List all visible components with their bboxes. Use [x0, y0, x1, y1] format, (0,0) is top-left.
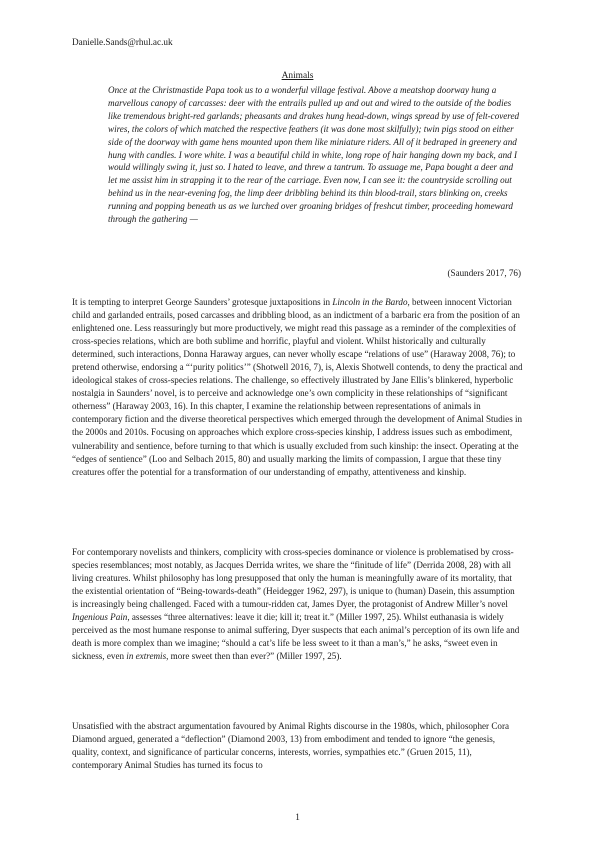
paragraph-2 — [72, 546, 523, 663]
paragraph-2-text-e: , more sweet then than ever?” (Miller 1997, 25). — [166, 651, 342, 662]
paragraph-2-text-a: For contemporary novelists and thinkers, complicity with cross-species dominance or violence is problematised by cross-species resemblances; most notably, as Jacques Derrida writes, we share the “finitude of life” (Derrida 2008, 28) with all living creatures. Whilst philosophy has long presupposed that only the human is meaningfully aware of its mortality, that the existential orientation of “Being-towards-death” (Heidegger 1962, 297), is unique to (human) Dasein, this assumption is increasingly being challenged. Faced with a tumour-ridden cat, James Dyer, the protagonist of Andrew Miller’s novel — [72, 547, 515, 610]
phrase-in-extremis: in extremis — [126, 651, 167, 662]
epigraph-quote: Once at the Christmastide Papa took us to a wonderful village festival. Above a meatshop doorway hung a marvellous canopy of carcasses: deer with the entrails pulled up and out and wired to the outside of the bodies like tremendous bright-red garlands; pheasants and drakes hung head-down, wings spread by use of felt-covered wires, the colors of which matched the respective feathers (it was done most skilfully); twin pigs stood on either side of the doorway with game hens mounted upon them like miniature riders. All of it bedraped in greenery and hung with candles. I wore white. I was a beautiful child in white, long rope of hair hanging down my back, and I would willingly swing it, just so. I hated to leave, and threw a tantrum. To assuage me, Papa bought a deer and let me assist him in strapping it to the rear of the carriage. Even now, I can see it: the countryside scrolling out behind us in the near-evening fog, the limp deer dribbling behind its thin blood-trail, stars blinking on, creeks running and popping beneath us as we lurched over groaning bridges of freshcut timber, proceeding homeward through the gathering — — [108, 85, 520, 225]
paragraph-2-text-c: , assesses “three alternatives: leave it die; kill it; treat it.” (Miller 1997, 25). Whilst euthanasia is widely perceived as the most humane response to animal suffering, Dyer suspects that each animal’s perception of its own life and death is more complex than we imagine; “should a cat’s life be less sweet to it than a man’s,” he asks, “sweet even in sickness, even — [72, 612, 520, 662]
chapter-title: Animals — [281, 71, 314, 81]
paragraph-1-text-c: , between innocent Victorian child and garlanded entrails, posed carcasses and dribbling blood, as an indictment of a barbaric era from the position of an enlightened one. Less reassuringly but more productively, we might read this passage as a reminder of the complexities of cross-species relations, which are both sublime and horrific, playful and violent. Whilst historically and culturally determined, such interactions, Donna Haraway argues, can never wholly escape “relations of use” (Haraway 2008, 76); to pretend otherwise, endorsing a “‘purity politics’” (Shotwell 2016, 7), is, Alexis Shotwell contends, to deny the practical and ideological stakes of cross-species relations. The challenge, so effectively illustrated by Jane Ellis’s blinkered, hyperbolic nostalgia in Saunders’ novel, is to perceive and acknowledge one’s own complicity in these relationships of “significant otherness” (Haraway 2003, 16). In this chapter, I examine the relationship between representations of animals in contemporary fiction and the diverse theoretical perspectives which emerged through the development of Animal Studies in the 2000s and 2010s. Focusing on approaches which explore cross-species kinship, I address issues such as embodiment, vulnerability and sentience, before turning to that which is usually excluded from such kinship: the insect. Operating at the “edges of sentience” (Loo and Selbach 2015, 80) and usually marking the limits of compassion, I argue that these tiny creatures offer the potential for a transformation of our understanding of empathy, attentiveness and kinship. — [72, 297, 523, 477]
paragraph-3 — [72, 720, 523, 772]
paragraph-1-text-a: It is tempting to interpret George Saunders’ grotesque juxtapositions in — [72, 297, 333, 307]
page-number: 1 — [295, 812, 300, 822]
book-title-ingenious-pain: Ingenious Pain — [72, 612, 128, 623]
paragraph-3-text-a: Unsatisfied with the abstract argumentation favoured by Animal Rights discourse in the 1980s, which, philosopher Cora Diamond argued, generated a “deflection” (Diamond 2003, 13) from embodiment and tended to ignore “the genesis, quality, context, and significance of particular concerns, interests, worries, sympathies etc.” (Gruen 2015, 11), contemporary Animal Studies has turned its focus to — [72, 721, 510, 771]
author-email: Danielle.Sands@rhul.ac.uk — [72, 37, 173, 47]
book-title-lincoln: Lincoln in the Bardo — [332, 297, 408, 307]
paragraph-1 — [72, 296, 523, 479]
epigraph-citation: (Saunders 2017, 76) — [447, 268, 521, 278]
